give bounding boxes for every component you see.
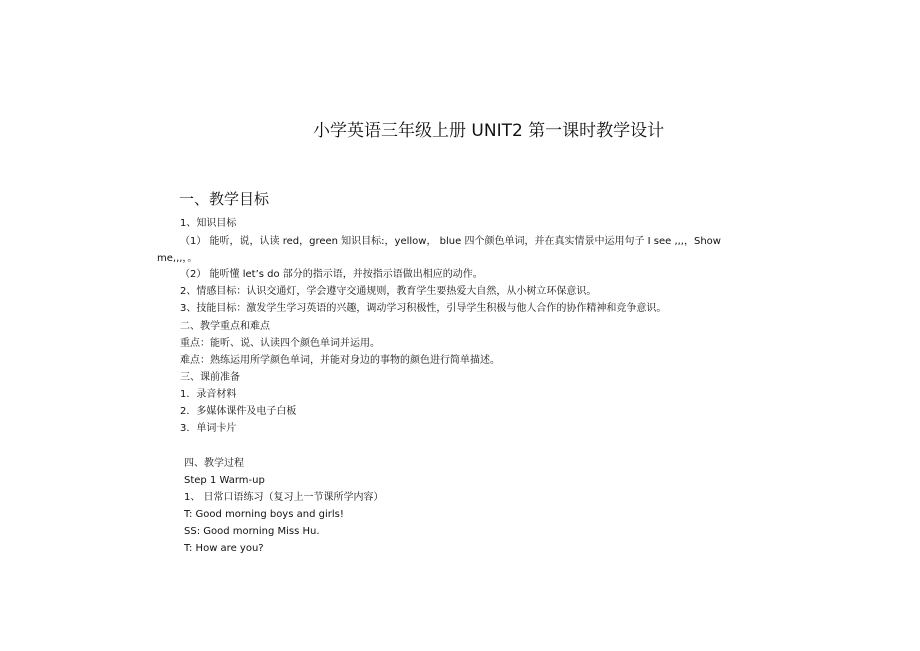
text-line: 难点：熟练运用所学颜色单词，并能对身边的事物的颜色进行简单描述。	[180, 355, 500, 366]
text-line: 2、情感目标：认识交通灯，学会遵守交通规则，教育学生要热爱大自然，从小树立环保意识。	[180, 286, 597, 297]
text-line: me,,,，。	[157, 253, 198, 264]
text-line: （1） 能听，说，认读 red，green 知识目标:，yellow， blue 四个颜色单词，并在真实情景中运用句子 I see ,,,，Show	[180, 236, 721, 247]
text-line: 重点：能听、说、认读四个颜色单词并运用。	[180, 338, 380, 349]
text-line: 3、技能目标：激发学生学习英语的兴趣，调动学习积极性，引导学生积极与他人合作的协作精神和竞争意识。	[180, 303, 667, 314]
text-line: （2） 能听懂 let’s do 部分的指示语，并按指示语做出相应的动作。	[180, 269, 483, 280]
text-line: SS: Good morning Miss Hu.	[184, 526, 320, 537]
section-heading: 四、教学过程	[184, 458, 244, 469]
section-heading-objectives: 一、教学目标	[179, 190, 270, 208]
text-line: 3．单词卡片	[180, 423, 237, 434]
section-heading: 二、教学重点和难点	[180, 321, 270, 332]
section-heading: 三、课前准备	[180, 372, 240, 383]
text-line: 1、知识目标	[180, 218, 237, 229]
text-line: T: Good morning boys and girls!	[184, 509, 344, 520]
text-line: 1．录音材料	[180, 389, 237, 400]
text-line: T: How are you?	[184, 543, 264, 554]
text-line: 2．多媒体课件及电子白板	[180, 406, 297, 417]
document-title: 小学英语三年级上册 UNIT2 第一课时教学设计	[313, 121, 665, 141]
text-line: 1、 日常口语练习（复习上一节课所学内容）	[184, 492, 384, 503]
text-line: Step 1 Warm-up	[184, 475, 265, 486]
